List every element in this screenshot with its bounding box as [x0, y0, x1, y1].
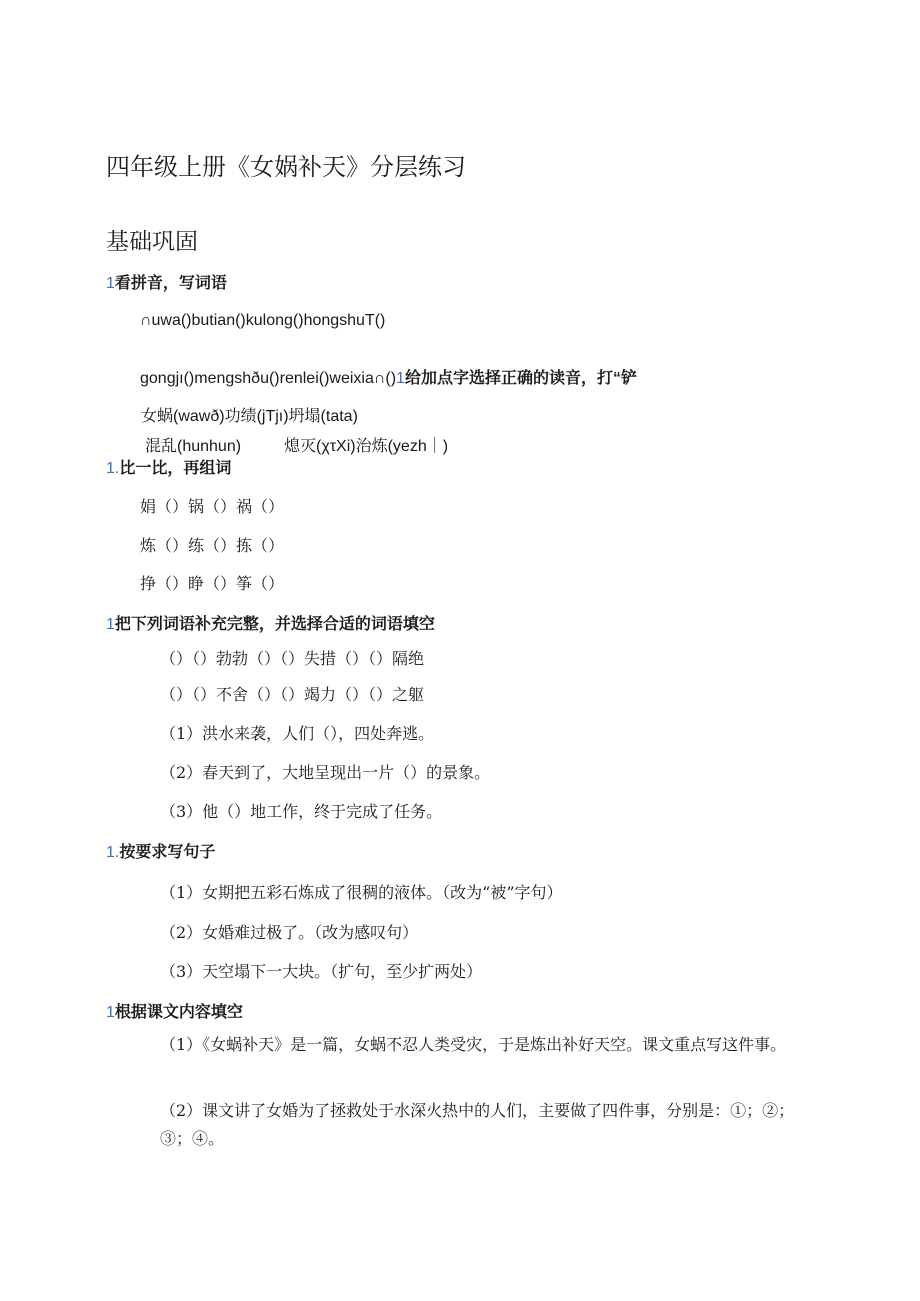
content-fill-item: （1）《女蜗补天》是一篇，女蜗不忍人类受灾，于是炼出补好天空。课文重点写这件事。: [160, 1035, 787, 1054]
question-label: 比一比，再组词: [119, 460, 232, 477]
question-5-heading: [106, 839, 215, 862]
pinyin-text: gongjı()mengshðu()renlei()weixia∩(): [140, 370, 397, 387]
question-6-heading: [106, 999, 243, 1022]
question-number: 1: [106, 275, 115, 292]
idiom-row: （）（）不舍（）（）竭力（）（）之躯: [160, 685, 425, 704]
compare-row: 娟（）锅（）祸（）: [140, 497, 285, 516]
fill-item: （3）他（）地工作，终于完成了任务。: [160, 802, 443, 821]
question-number: 1: [106, 616, 115, 633]
sentence-item: （2）女婚难过极了。（改为感叹句）: [160, 923, 419, 942]
question-number: 1: [106, 1004, 115, 1021]
pronunciation-line-2b: 熄灭(χτXi)治炼(yezh｜): [284, 438, 449, 455]
compare-row: 炼（）练（）拣（）: [140, 536, 285, 555]
section-heading: 基础巩固: [106, 228, 198, 254]
question-label: 根据课文内容填空: [114, 1004, 243, 1021]
question-1-heading: [106, 270, 227, 293]
sentence-item: （3）天空塌下一大块。（扩句，至少扩两处）: [160, 962, 483, 981]
question-number: 1: [396, 370, 405, 387]
question-label: 按要求写句子: [119, 844, 216, 861]
idiom-row: （）（）勃勃（）（）失措（）（）隔绝: [160, 649, 425, 668]
question-label: 把下列词语补充完整，并选择合适的词语填空: [114, 616, 435, 633]
compare-row: 挣（）睁（）筝（）: [140, 574, 285, 593]
page-title: 四年级上册《女娲补天》分层练习: [106, 154, 466, 181]
sentence-item: （1）女期把五彩石炼成了很稠的液体。（改为“被”字句）: [160, 883, 563, 902]
question-4-heading: [106, 611, 435, 634]
question-number: 1.: [106, 460, 120, 477]
question-label: 看拼音，写词语: [114, 275, 227, 292]
content-fill-item: （2）课文讲了女婚为了拯救处于水深火热中的人们，主要做了四件事，分别是：①；②；③；④。: [160, 1101, 795, 1148]
pinyin-line-1: ∩uwa()butian()kulong()hongshuT(): [140, 312, 386, 329]
question-number: 1.: [106, 844, 120, 861]
question-label: 给加点字选择正确的读音，打“铲: [404, 370, 637, 387]
pronunciation-line-2a: 混乱(hunhun): [145, 438, 242, 455]
fill-item: （1）洪水来袭，人们（），四处奔逃。: [160, 724, 435, 743]
question-3-heading: [106, 455, 231, 478]
fill-item: （2）春天到了，大地呈现出一片（）的景象。: [160, 763, 491, 782]
pronunciation-line-1: 女蜗(wawð)功绩(jTjı)坍塌(tata): [141, 408, 358, 425]
pinyin-line-2: [140, 365, 637, 388]
